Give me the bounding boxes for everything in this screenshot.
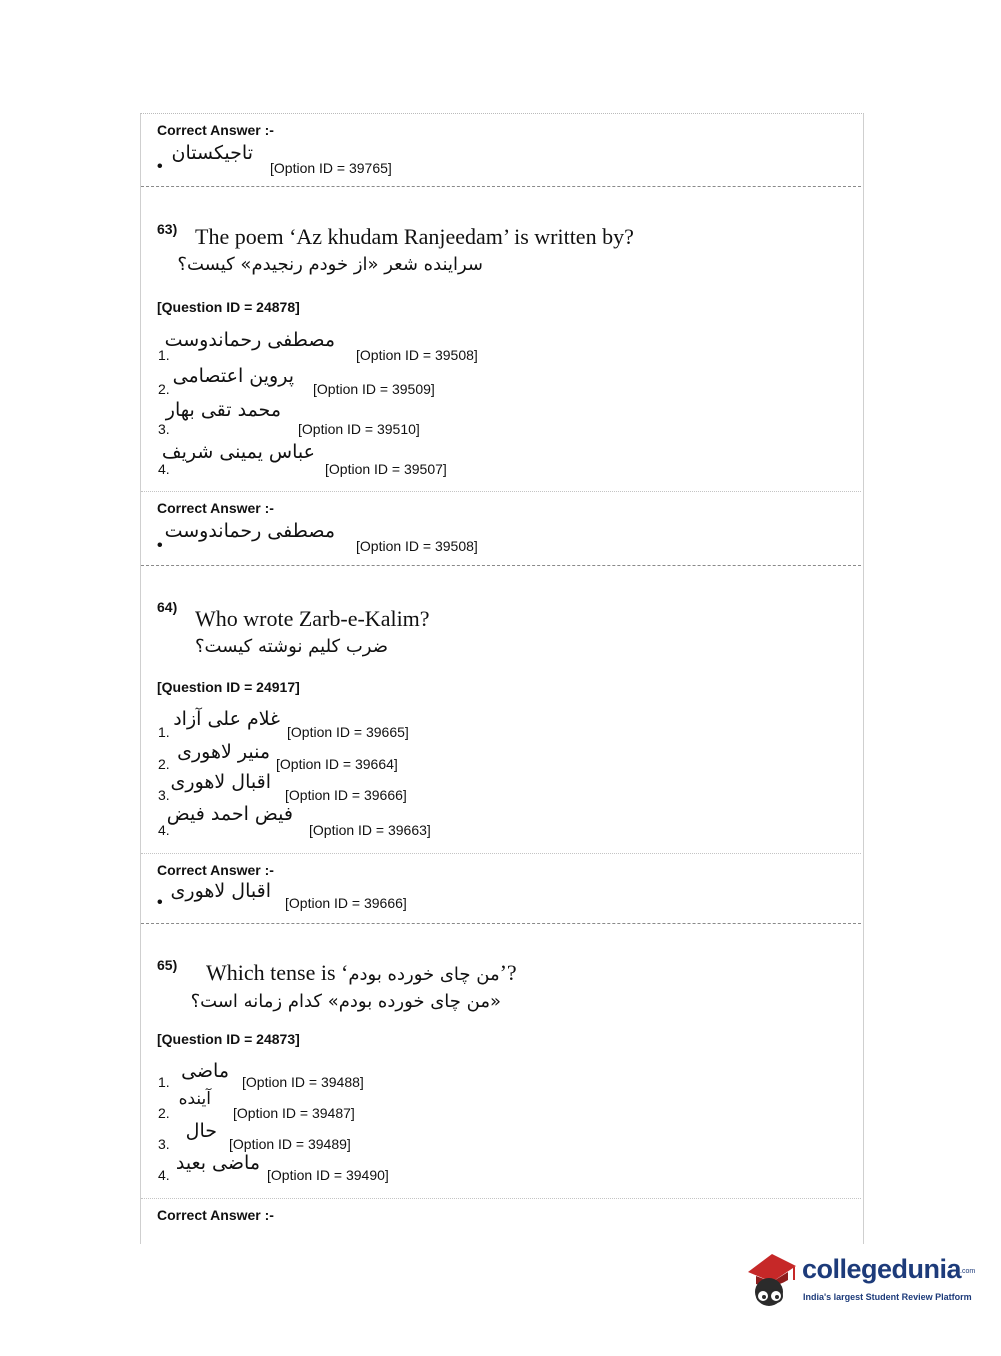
question-divider xyxy=(141,923,861,924)
question-number: 64) xyxy=(157,599,178,615)
option-id: [Option ID = 39510] xyxy=(298,421,420,437)
option-text: اقبال لاهوری xyxy=(170,771,271,793)
question-text-english: The poem ‘Az khudam Ranjeedam’ is written by? xyxy=(195,224,634,249)
option-number: 3. xyxy=(158,421,170,437)
prev-answer-text: تاجیکستان xyxy=(171,142,253,164)
option-id: [Option ID = 39507] xyxy=(325,461,447,477)
option-text: عباس یمینی شریف xyxy=(161,441,315,463)
option-id: [Option ID = 39665] xyxy=(287,724,409,740)
option-id: [Option ID = 39489] xyxy=(229,1136,351,1152)
question-text-suffix: ’? xyxy=(499,960,517,985)
prev-answer-option-id: [Option ID = 39765] xyxy=(270,160,392,176)
question-id: [Question ID = 24878] xyxy=(157,299,300,315)
option-text: محمد تقی بهار xyxy=(165,399,281,421)
option-id: [Option ID = 39509] xyxy=(313,381,435,397)
answer-bullet: • xyxy=(157,158,163,175)
option-id: [Option ID = 39666] xyxy=(285,787,407,803)
question-text-prefix: Which tense is ‘ xyxy=(206,960,349,985)
collegedunia-logo xyxy=(742,1250,976,1312)
option-id: [Option ID = 39663] xyxy=(309,822,431,838)
option-number: 1. xyxy=(158,347,170,363)
answer-divider xyxy=(141,491,861,492)
option-text: ماضی xyxy=(181,1060,229,1082)
question-number: 63) xyxy=(157,221,178,237)
option-number: 4. xyxy=(158,1167,170,1183)
option-text: ماضی بعید xyxy=(175,1152,260,1174)
option-number: 4. xyxy=(158,461,170,477)
question-number: 65) xyxy=(157,957,178,973)
question-text-english: Who wrote Zarb-e-Kalim? xyxy=(195,606,430,631)
question-text-english xyxy=(206,960,517,986)
option-text: آینده xyxy=(178,1089,211,1109)
option-number: 2. xyxy=(158,756,170,772)
logo-tagline: India's largest Student Review Platform xyxy=(803,1292,972,1302)
option-number: 3. xyxy=(158,787,170,803)
question-text-persian: ضرب کلیم نوشته کیست؟ xyxy=(194,636,388,657)
option-id: [Option ID = 39488] xyxy=(242,1074,364,1090)
correct-answer-label: Correct Answer :- xyxy=(157,500,274,516)
option-text: پروین اعتصامی xyxy=(172,365,294,387)
answer-bullet: • xyxy=(157,537,163,554)
correct-answer-label: Correct Answer :- xyxy=(157,1207,274,1223)
question-divider xyxy=(141,565,861,566)
answer-bullet: • xyxy=(157,894,163,911)
option-id: [Option ID = 39508] xyxy=(356,347,478,363)
option-number: 1. xyxy=(158,1074,170,1090)
answer-option-id: [Option ID = 39666] xyxy=(285,895,407,911)
option-number: 2. xyxy=(158,381,170,397)
option-text: منیر لاهوری xyxy=(177,741,270,763)
answer-option-id: [Option ID = 39508] xyxy=(356,538,478,554)
option-text: مصطفی رحماندوست xyxy=(164,329,335,351)
mascot-icon xyxy=(742,1250,800,1312)
question-divider xyxy=(141,186,861,187)
correct-answer-label: Correct Answer :- xyxy=(157,862,274,878)
logo-dot-com: .com xyxy=(960,1268,976,1275)
question-id: [Question ID = 24873] xyxy=(157,1031,300,1047)
question-id: [Question ID = 24917] xyxy=(157,679,300,695)
answer-text: مصطفی رحماندوست xyxy=(164,520,335,542)
answer-divider xyxy=(141,1198,861,1199)
option-id: [Option ID = 39490] xyxy=(267,1167,389,1183)
correct-answer-label: Correct Answer :- xyxy=(157,122,274,138)
option-text: حال xyxy=(185,1120,217,1142)
logo-wordmark: collegedunia xyxy=(802,1254,962,1284)
option-number: 1. xyxy=(158,724,170,740)
answer-text: اقبال لاهوری xyxy=(170,880,271,902)
question-text-inline-persian: من چای خورده بودم xyxy=(348,964,500,985)
option-number: 4. xyxy=(158,822,170,838)
option-number: 2. xyxy=(158,1105,170,1121)
option-id: [Option ID = 39487] xyxy=(233,1105,355,1121)
option-id: [Option ID = 39664] xyxy=(276,756,398,772)
question-text-persian: «من چای خورده بودم» کدام زمانه است؟ xyxy=(190,991,501,1012)
option-number: 3. xyxy=(158,1136,170,1152)
option-text: غلام علی آزاد xyxy=(173,708,280,730)
question-text-persian: سراینده شعر «از خودم رنجیدم» کیست؟ xyxy=(177,254,483,275)
option-text: فیض احمد فیض xyxy=(166,803,293,825)
answer-divider xyxy=(141,853,861,854)
